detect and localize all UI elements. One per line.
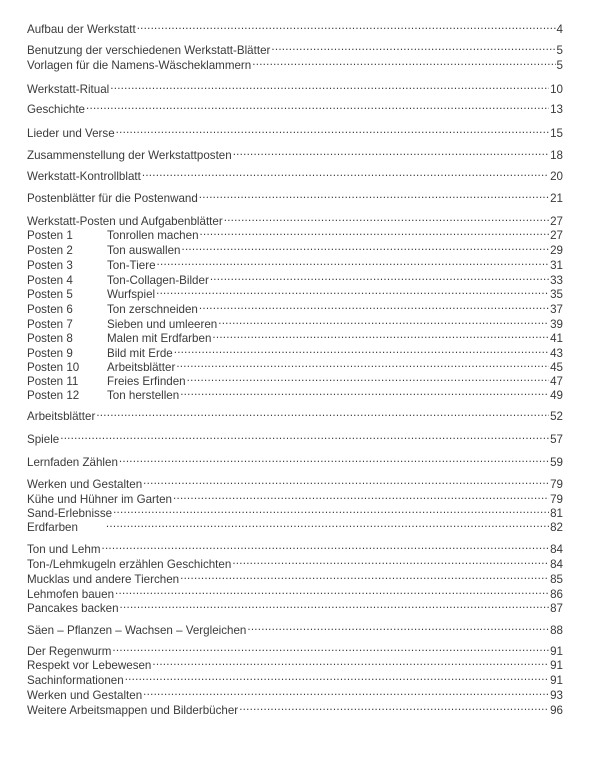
posten-number: Posten 6 <box>27 303 73 316</box>
toc-entry[interactable] <box>27 539 563 556</box>
toc-entry-title: Lehmofen bauen <box>27 588 115 601</box>
posten-number: Posten 12 <box>27 389 80 402</box>
toc-entry[interactable] <box>27 188 563 205</box>
toc-posten-entry[interactable] <box>27 255 563 272</box>
toc-entry[interactable] <box>27 211 563 228</box>
toc-entry-page: 82 <box>550 521 563 534</box>
toc-entry-page: 37 <box>550 303 563 316</box>
toc-entry[interactable] <box>27 40 563 57</box>
posten-number: Posten 9 <box>27 347 73 360</box>
toc-entry-page: 18 <box>550 149 563 162</box>
toc-entry-page: 13 <box>550 103 563 116</box>
toc-entry-title: Ton herstellen <box>107 389 180 402</box>
toc-entry-page: 41 <box>550 332 563 345</box>
toc-entry-title: Ton und Lehm <box>27 543 101 556</box>
toc-entry-title: Sieben und umleeren <box>107 318 218 331</box>
toc-entry-page: 96 <box>550 704 563 717</box>
toc-entry-title: Arbeitsblätter <box>27 410 96 423</box>
toc-entry-title: Ton zerschneiden <box>107 303 198 316</box>
toc-entry-page: 86 <box>550 588 563 601</box>
toc-entry-title: Respekt vor Lebewesen <box>27 659 152 672</box>
toc-entry-page: 29 <box>550 244 563 257</box>
dot-leader <box>112 641 549 655</box>
toc-entry-title: Der Regenwurm <box>27 645 112 658</box>
toc-entry-title: Tonrollen machen <box>107 229 199 242</box>
toc-posten-entry[interactable] <box>27 385 563 402</box>
toc-entry-page: 45 <box>550 361 563 374</box>
dot-leader <box>115 584 549 598</box>
toc-entry[interactable] <box>27 655 563 672</box>
dot-leader <box>113 503 549 517</box>
toc-entry-title: Spiele <box>27 433 60 446</box>
toc-entry-title: Zusammenstellung der Werkstattposten <box>27 149 232 162</box>
toc-entry-title: Ton auswallen <box>107 244 181 257</box>
toc-entry-title: Aufbau der Werkstatt <box>27 23 136 36</box>
toc-entry-title: Bild mit Erde <box>107 347 173 360</box>
dot-leader <box>120 598 550 612</box>
toc-entry-page: 81 <box>550 507 563 520</box>
dot-leader <box>212 328 549 342</box>
toc-entry-title: Arbeitsblätter <box>107 361 176 374</box>
dot-leader <box>143 685 549 699</box>
toc-entry[interactable] <box>27 55 563 72</box>
toc-posten-entry[interactable] <box>27 225 563 242</box>
toc-entry-page: 91 <box>550 659 563 672</box>
posten-number: Posten 2 <box>27 244 73 257</box>
toc-entry[interactable] <box>27 474 563 491</box>
toc-posten-entry[interactable] <box>27 299 563 316</box>
dot-leader <box>125 670 549 684</box>
toc-entry-page: 87 <box>550 602 563 615</box>
toc-entry-page: 20 <box>550 170 563 183</box>
toc-entry[interactable] <box>27 641 563 658</box>
posten-number: Posten 11 <box>27 375 79 388</box>
toc-entry-page: 84 <box>550 558 563 571</box>
toc-entry[interactable] <box>27 429 563 446</box>
toc-posten-entry[interactable] <box>27 371 563 388</box>
toc-entry-page: 27 <box>550 215 563 228</box>
toc-entry-page: 84 <box>550 543 563 556</box>
dot-leader <box>187 371 549 385</box>
toc-entry-page: 5 <box>556 44 563 57</box>
toc-entry[interactable] <box>27 700 563 717</box>
toc-entry-title: Erdfarben <box>27 521 78 534</box>
toc-entry-title: Pancakes backen <box>27 602 119 615</box>
toc-entry[interactable] <box>27 123 563 140</box>
posten-number: Posten 7 <box>27 318 73 331</box>
toc-entry-title: Ton-Collagen-Bilder <box>107 274 209 287</box>
toc-entry-page: 52 <box>550 410 563 423</box>
dot-leader <box>232 554 549 568</box>
dot-leader <box>137 19 556 33</box>
toc-entry[interactable] <box>27 554 563 571</box>
dot-leader <box>199 299 549 313</box>
dot-leader <box>210 270 549 284</box>
toc-entry[interactable] <box>27 517 563 534</box>
toc-entry-page: 79 <box>550 493 563 506</box>
toc-entry[interactable] <box>27 584 563 601</box>
toc-entry-page: 31 <box>550 259 563 272</box>
toc-entry-page: 91 <box>550 674 563 687</box>
dot-leader <box>86 99 549 113</box>
dot-leader <box>116 123 549 137</box>
dot-leader <box>60 429 549 443</box>
dot-leader <box>199 188 549 202</box>
toc-entry-title: Mucklas und andere Tierchen <box>27 573 180 586</box>
toc-entry-page: 49 <box>550 389 563 402</box>
toc-entry-page: 88 <box>550 624 563 637</box>
toc-entry[interactable] <box>27 99 563 116</box>
toc-entry-page: 93 <box>550 689 563 702</box>
dot-leader <box>110 79 549 93</box>
toc-entry[interactable] <box>27 166 563 183</box>
toc-entry-page: 4 <box>556 23 563 36</box>
dot-leader <box>180 385 549 399</box>
toc-entry-page: 47 <box>550 375 563 388</box>
toc-entry-title: Weitere Arbeitsmappen und Bilderbücher <box>27 704 239 717</box>
dot-leader <box>239 700 549 714</box>
posten-number: Posten 3 <box>27 259 73 272</box>
dot-leader <box>143 474 549 488</box>
dot-leader <box>156 284 549 298</box>
posten-number: Posten 8 <box>27 332 73 345</box>
toc-entry-title: Werken und Gestalten <box>27 689 143 702</box>
toc-entry[interactable] <box>27 489 563 506</box>
toc-entry-title: Wurfspiel <box>107 288 156 301</box>
toc-entry-title: Werken und Gestalten <box>27 478 143 491</box>
toc-entry-page: 39 <box>550 318 563 331</box>
toc-entry[interactable] <box>27 685 563 702</box>
dot-leader <box>180 569 549 583</box>
toc-entry-page: 91 <box>550 645 563 658</box>
dot-leader <box>176 357 549 371</box>
dot-leader <box>119 452 549 466</box>
toc-entry-page: 21 <box>550 192 563 205</box>
dot-leader <box>218 314 549 328</box>
dot-leader <box>247 620 549 634</box>
toc-entry-title: Lernfaden Zählen <box>27 456 118 469</box>
toc-posten-entry[interactable] <box>27 240 563 257</box>
posten-number: Posten 1 <box>27 229 73 242</box>
dot-leader <box>271 40 555 54</box>
toc-entry[interactable] <box>27 79 563 96</box>
toc-entry-page: 43 <box>550 347 563 360</box>
posten-number: Posten 4 <box>27 274 73 287</box>
toc-posten-entry[interactable] <box>27 343 563 360</box>
toc-entry[interactable] <box>27 19 563 36</box>
dot-leader <box>200 225 550 239</box>
toc-entry-page: 10 <box>550 83 563 96</box>
toc-entry-title: Postenblätter für die Postenwand <box>27 192 198 205</box>
toc-entry-title: Geschichte <box>27 103 85 116</box>
toc-entry-title: Werkstatt-Posten und Aufgabenblätter <box>27 215 223 228</box>
toc-posten-entry[interactable] <box>27 328 563 345</box>
toc-entry-page: 79 <box>550 478 563 491</box>
toc-entry[interactable] <box>27 670 563 687</box>
toc-entry-title: Werkstatt-Ritual <box>27 83 110 96</box>
toc-entry[interactable] <box>27 598 563 615</box>
toc-entry[interactable] <box>27 569 563 586</box>
dot-leader <box>181 240 549 254</box>
toc-posten-entry[interactable] <box>27 314 563 331</box>
dot-leader <box>96 406 549 420</box>
dot-leader <box>174 343 549 357</box>
dot-leader <box>173 489 549 503</box>
dot-leader <box>142 166 549 180</box>
toc-entry-title: Werkstatt-Kontrollblatt <box>27 170 141 183</box>
toc-entry-page: 15 <box>550 127 563 140</box>
posten-number: Posten 5 <box>27 288 73 301</box>
toc-entry-title: Ton-Tiere <box>107 259 156 272</box>
toc-entry-title: Kühe und Hühner im Garten <box>27 493 173 506</box>
toc-entry-title: Freies Erfinden <box>107 375 186 388</box>
toc-entry[interactable] <box>27 620 563 637</box>
dot-leader <box>106 517 549 531</box>
toc-posten-entry[interactable] <box>27 270 563 287</box>
toc-entry[interactable] <box>27 406 563 423</box>
toc-entry-title: Säen – Pflanzen – Wachsen – Vergleichen <box>27 624 247 637</box>
toc-entry-title: Vorlagen für die Namens-Wäscheklammern <box>27 59 252 72</box>
posten-number: Posten 10 <box>27 361 80 374</box>
toc-entry[interactable] <box>27 452 563 469</box>
dot-leader <box>252 55 555 69</box>
toc-entry-page: 57 <box>550 433 563 446</box>
toc-entry-title: Ton-/Lehmkugeln erzählen Geschichten <box>27 558 232 571</box>
dot-leader <box>101 539 549 553</box>
toc-entry-page: 33 <box>550 274 563 287</box>
toc-entry-page: 85 <box>550 573 563 586</box>
toc-entry-title: Lieder und Verse <box>27 127 115 140</box>
dot-leader <box>157 255 550 269</box>
toc-entry-title: Malen mit Erdfarben <box>107 332 212 345</box>
toc-entry-page: 5 <box>556 59 563 72</box>
toc-entry[interactable] <box>27 503 563 520</box>
dot-leader <box>224 211 549 225</box>
toc-entry-page: 35 <box>550 288 563 301</box>
dot-leader <box>233 145 549 159</box>
toc-entry-title: Benutzung der verschiedenen Werkstatt-Blätter <box>27 44 271 57</box>
toc-posten-entry[interactable] <box>27 357 563 374</box>
toc-entry-title: Sand-Erlebnisse <box>27 507 113 520</box>
dot-leader <box>152 655 549 669</box>
toc-entry-title: Sachinformationen <box>27 674 124 687</box>
toc-entry-page: 27 <box>550 229 563 242</box>
toc-posten-entry[interactable] <box>27 284 563 301</box>
toc-entry[interactable] <box>27 145 563 162</box>
toc-entry-page: 59 <box>550 456 563 469</box>
